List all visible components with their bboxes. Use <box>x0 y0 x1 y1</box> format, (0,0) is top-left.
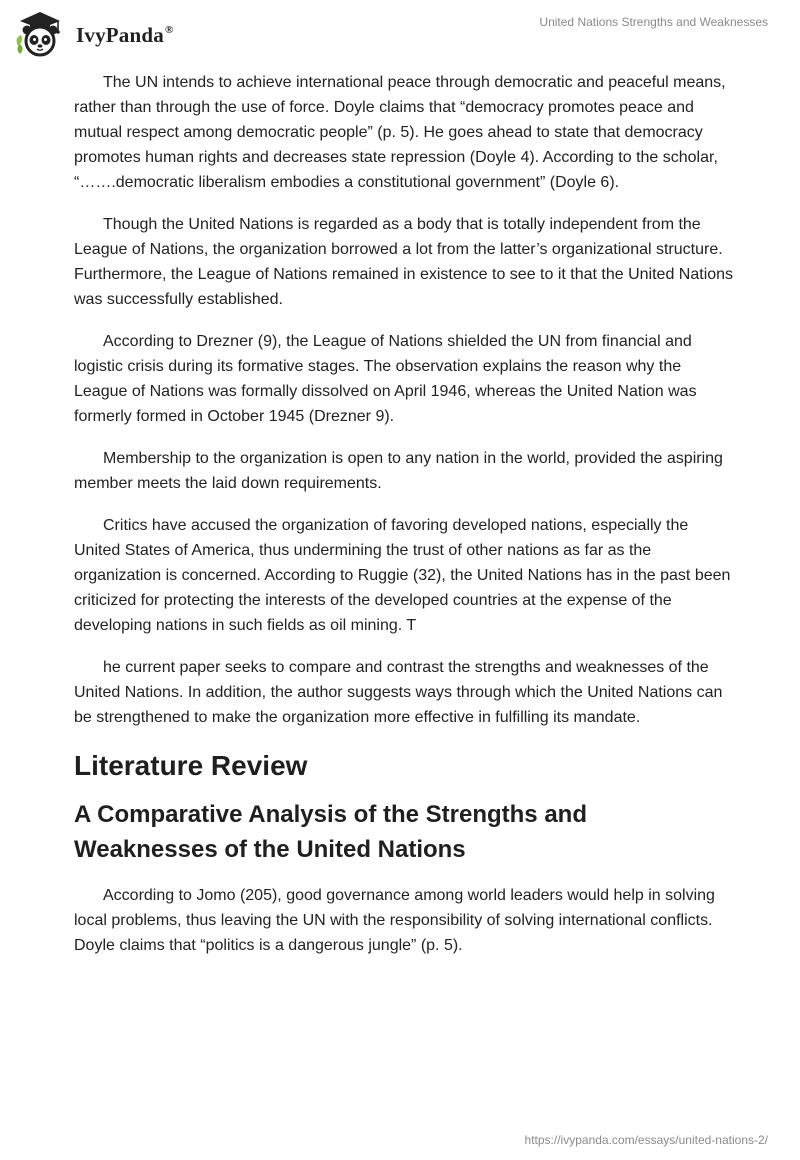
ivypanda-logo[interactable] <box>14 8 173 58</box>
panda-graduate-icon <box>14 8 66 58</box>
brand-text: IvyPanda <box>76 22 164 47</box>
paragraph: Membership to the organization is open to any nation in the world, provided the aspiring member meets the laid down requirements. <box>74 450 723 492</box>
essay-content <box>74 70 734 975</box>
registered-mark: ® <box>164 23 174 36</box>
paragraph: Critics have accused the organization of favoring developed nations, especially the United States of America, thus undermining the trust of other nations as far as the organization is concerned. According to Ruggie (32), the United Nations has in the past been criticized for protecting the interests of the developed countries at the expense of the developing nations in such fields as oil mining. T <box>74 517 731 634</box>
page-header <box>0 0 800 64</box>
source-url[interactable]: https://ivypanda.com/essays/united-nations-2/ <box>524 1133 768 1147</box>
paragraph: According to Drezner (9), the League of Nations shielded the UN from financial and logistic crisis during its formative stages. The observation explains the reason why the League of Nations was formally dissolved on April 1946, whereas the United Nation was formerly formed in October 1945 (Drezner 9). <box>74 333 697 425</box>
paragraph: he current paper seeks to compare and contrast the strengths and weaknesses of the United Nations. In addition, the author suggests ways through which the United Nations can be strengthened to make the organization more effective in fulfilling its mandate. <box>74 659 723 726</box>
document-title: United Nations Strengths and Weaknesses <box>539 15 768 29</box>
section-heading: Literature Review <box>74 750 308 781</box>
paragraph: Though the United Nations is regarded as a body that is totally independent from the League of Nations, the organization borrowed a lot from the latter’s organizational structure. Furthermore, the League of Nations remained in existence to see to it that the United Nations was successfully established. <box>74 216 734 308</box>
paragraph: According to Jomo (205), good governance among world leaders would help in solving local problems, thus leaving the UN with the responsibility of solving international conflicts. Doyle claims that “politics is a dangerous jungle” (p. 5). <box>74 887 715 954</box>
paragraph: The UN intends to achieve international peace through democratic and peaceful means, rather than through the use of force. Doyle claims that “democracy promotes peace and mutual respect among democratic people” (p. 5). He goes ahead to state that democracy promotes human rights and decreases state repression (Doyle 4). According to the scholar, “…….democratic liberalism embodies a constitutional government” (Doyle 6). <box>74 74 726 191</box>
brand-name <box>76 23 173 48</box>
section-subheading: A Comparative Analysis of the Strengths and Weaknesses of the United Nations <box>74 801 587 863</box>
